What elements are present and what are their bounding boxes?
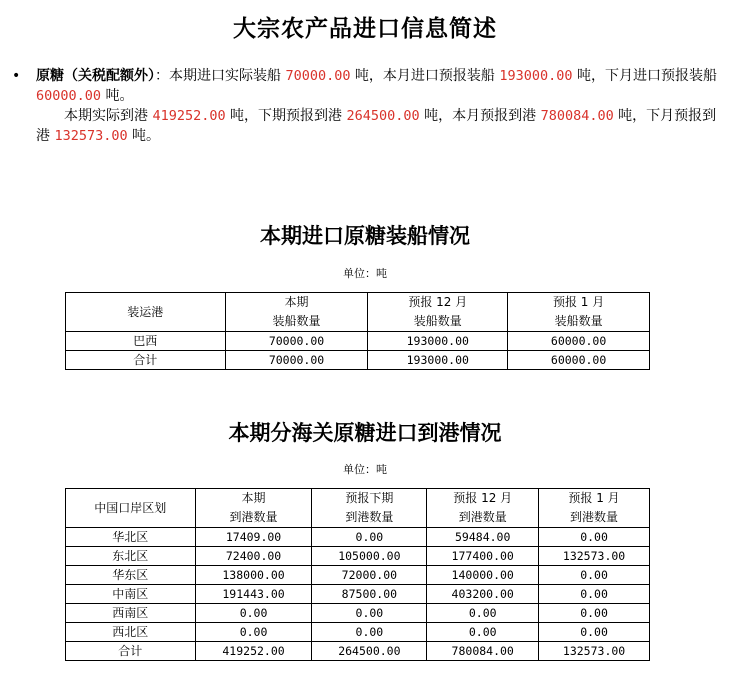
table-cell: 177400.00 <box>427 547 539 566</box>
table-cell: 105000.00 <box>312 547 427 566</box>
table-row <box>66 332 650 351</box>
table-cell: 0.00 <box>539 623 650 642</box>
table-cell: 138000.00 <box>195 566 312 585</box>
table-cell: 87500.00 <box>312 585 427 604</box>
row-label-cell: 巴西 <box>66 332 226 351</box>
bullet-icon: • <box>12 68 21 84</box>
table-row <box>66 351 650 370</box>
table-cell: 193000.00 <box>368 351 508 370</box>
table-cell: 132573.00 <box>539 642 650 661</box>
table-cell: 0.00 <box>539 604 650 623</box>
table-row <box>66 528 650 547</box>
table-cell: 0.00 <box>539 585 650 604</box>
table-cell: 0.00 <box>427 604 539 623</box>
table-cell: 132573.00 <box>539 547 650 566</box>
shipping-table <box>65 292 650 370</box>
shipping-section-title: 本期进口原糖装船情况 <box>260 224 470 248</box>
table-cell: 0.00 <box>312 623 427 642</box>
summary-line-shipment: 原糖（关税配额外）：本期进口实际装船 70000.00 吨，本月进口预报装船 193000.00 吨，下月进口预报装船 60000.00 吨。 <box>36 68 717 104</box>
column-header: 预报 1 月 装船数量 <box>508 293 650 332</box>
summary-line-arrival: 本期实际到港 419252.00 吨，下期预报到港 264500.00 吨，本月预报到港 780084.00 吨，下月预报到港 132573.00 吨。 <box>36 108 717 144</box>
table-cell: 0.00 <box>312 604 427 623</box>
table-row <box>66 642 650 661</box>
column-header: 本期 装船数量 <box>225 293 368 332</box>
column-header: 预报 1 月 到港数量 <box>539 489 650 528</box>
arrival-unit-label: 单位：吨 <box>343 463 387 476</box>
table-cell: 264500.00 <box>312 642 427 661</box>
row-label-cell: 西南区 <box>66 604 196 623</box>
table-cell: 72400.00 <box>195 547 312 566</box>
table-row <box>66 585 650 604</box>
table-header-row <box>66 293 650 332</box>
table-cell: 0.00 <box>427 623 539 642</box>
table-row <box>66 604 650 623</box>
table-cell: 70000.00 <box>225 332 368 351</box>
table-cell: 60000.00 <box>508 332 650 351</box>
row-label-cell: 西北区 <box>66 623 196 642</box>
table-cell: 403200.00 <box>427 585 539 604</box>
table-cell: 0.00 <box>195 623 312 642</box>
table-header-row <box>66 489 650 528</box>
row-label-cell: 华东区 <box>66 566 196 585</box>
page-title: 大宗农产品进口信息简述 <box>233 16 497 42</box>
column-header: 中国口岸区划 <box>66 489 196 528</box>
table-cell: 17409.00 <box>195 528 312 547</box>
column-header: 预报下期 到港数量 <box>312 489 427 528</box>
table-cell: 193000.00 <box>368 332 508 351</box>
arrival-table <box>65 488 650 661</box>
column-header: 装运港 <box>66 293 226 332</box>
table-cell: 419252.00 <box>195 642 312 661</box>
summary-paragraph <box>36 66 726 146</box>
table-cell: 70000.00 <box>225 351 368 370</box>
table-cell: 0.00 <box>312 528 427 547</box>
table-cell: 140000.00 <box>427 566 539 585</box>
table-cell: 191443.00 <box>195 585 312 604</box>
table-row <box>66 623 650 642</box>
summary-label: 原糖（关税配额外） <box>36 68 155 84</box>
table-cell: 60000.00 <box>508 351 650 370</box>
column-header: 本期 到港数量 <box>195 489 312 528</box>
row-label-cell: 中南区 <box>66 585 196 604</box>
column-header: 预报 12 月 到港数量 <box>427 489 539 528</box>
table-row <box>66 566 650 585</box>
arrival-section-title: 本期分海关原糖进口到港情况 <box>228 421 502 445</box>
row-label-cell: 华北区 <box>66 528 196 547</box>
row-label-cell: 东北区 <box>66 547 196 566</box>
table-cell: 0.00 <box>539 528 650 547</box>
table-cell: 72000.00 <box>312 566 427 585</box>
table-cell: 0.00 <box>195 604 312 623</box>
table-row <box>66 547 650 566</box>
shipping-unit-label: 单位：吨 <box>343 267 387 280</box>
table-cell: 0.00 <box>539 566 650 585</box>
table-cell: 59484.00 <box>427 528 539 547</box>
table-cell: 780084.00 <box>427 642 539 661</box>
row-label-cell: 合计 <box>66 351 226 370</box>
column-header: 预报 12 月 装船数量 <box>368 293 508 332</box>
row-label-cell: 合计 <box>66 642 196 661</box>
